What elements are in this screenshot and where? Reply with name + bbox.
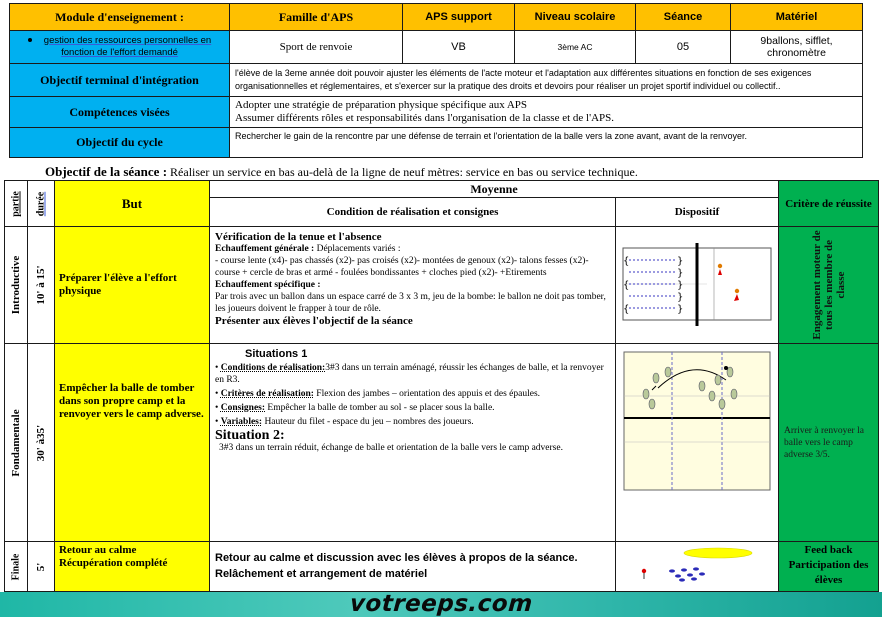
famille-header: Famille d'APS bbox=[230, 4, 403, 31]
condition-fondamentale: Situations 1 • Conditions de réalisation:3#3 dans un terrain aménagé, réussir les échanges de balle, et la renvoyer en R3. • Critères de réalisation: Flexion des jambes – orientation des appuis et des épaules. • Consignes: Empêcher la balle de tomber au sol - se placer sous la balle. • Variables: Hauteur du filet - espace du jeu – nombres des joueurs. Situation 2: 3#3 dans un terrain réduit, échange de balle et orientation de la balle vers le camp adverse. bbox=[210, 344, 616, 542]
table-row-introductive bbox=[5, 227, 879, 344]
svg-text:{: { bbox=[623, 279, 630, 291]
eg-line: - course lente (x4)- pas chassés (x2)- pas croisés (x2)- montées de genoux (x2)- talons fesses (x2)- course + cercle de bras et armé - foulées bondissantes + cloches pied (x2)- +Etirements bbox=[215, 256, 589, 278]
svg-text:}: } bbox=[677, 255, 684, 267]
conditions-text: 3#3 dans un terrain aménagé, réussir les échanges de balle, et la renvoyer en R3. bbox=[215, 363, 604, 385]
criteres-text: Flexion des jambes – orientation des appuis et des épaules. bbox=[313, 389, 541, 399]
svg-text:}: } bbox=[677, 267, 684, 279]
condition-header: Condition de réalisation et consignes bbox=[210, 198, 616, 227]
niveau-header: Niveau scolaire bbox=[515, 4, 636, 31]
duree-fondamentale: 30' à35' bbox=[28, 344, 55, 542]
critere-fondamentale: Arriver à renvoyer la balle vers le camp adverse 3/5. bbox=[779, 344, 879, 542]
situation-2-title: Situation 2: bbox=[215, 428, 285, 443]
table-row-finale bbox=[5, 542, 879, 592]
objectif-seance-label: Objectif de la séance : bbox=[45, 164, 168, 179]
module-header: Module d'enseignement : bbox=[10, 4, 230, 31]
bullet-icon bbox=[28, 38, 32, 42]
critere-finale: Feed back Participation des élèves bbox=[779, 542, 879, 592]
objectif-terminal-label: Objectif terminal d'intégration bbox=[10, 64, 230, 97]
partie-header: partie bbox=[5, 181, 28, 227]
variables-label: Variables: bbox=[220, 417, 263, 427]
objectif-seance-text: Réaliser un service en bas au-delà de la ligne de neuf mètres: service en bas ou service technique. bbox=[170, 165, 638, 179]
intro-title: Vérification de la tenue et l'absence bbox=[215, 231, 382, 243]
match-court-diagram bbox=[622, 350, 772, 492]
svg-text:{: { bbox=[623, 255, 630, 267]
consignes-text: Empêcher la balle de tomber au sol - se placer sous la balle. bbox=[265, 403, 495, 413]
but-finale bbox=[55, 542, 210, 592]
lesson-header-table bbox=[9, 3, 863, 158]
moyenne-header: Moyenne bbox=[210, 181, 779, 198]
condition-finale bbox=[210, 542, 616, 592]
conditions-label: Conditions de réalisation: bbox=[220, 363, 326, 373]
competences-label: Compétences visées bbox=[10, 97, 230, 128]
finale-line-1: Retour au calme et discussion avec les élèves à propos de la séance. bbox=[215, 552, 578, 564]
dispositif-header: Dispositif bbox=[616, 198, 779, 227]
duree-header: durée bbox=[28, 181, 55, 227]
but-finale-line-1: Retour au calme bbox=[59, 544, 137, 556]
dispositif-introductive bbox=[616, 227, 779, 344]
footer-banner bbox=[0, 592, 882, 617]
session-table bbox=[4, 180, 879, 592]
seance-value: 05 bbox=[636, 31, 731, 64]
critere-header: Critère de réussite bbox=[779, 181, 879, 227]
condition-introductive bbox=[210, 227, 616, 344]
dispositif-fondamentale bbox=[616, 344, 779, 542]
table-row-fondamentale bbox=[5, 344, 879, 542]
es-text: Par trois avec un ballon dans un espace carré de 3 x 3 m, jeu de la bombe: le ballon ne doit pas tomber, les joueurs doivent le frapper à tour de rôle. bbox=[215, 292, 606, 314]
materiel-value: 9ballons, sifflet, chronomètre bbox=[731, 31, 863, 64]
materiel-header: Matériel bbox=[731, 4, 863, 31]
dispositif-finale bbox=[616, 542, 779, 592]
eg-label: Echauffement générale : bbox=[215, 244, 315, 254]
situation-1-title: Situations 1 bbox=[245, 348, 308, 360]
competences-line-1: Adopter une stratégie de préparation physique spécifique aux APS bbox=[235, 99, 528, 111]
competences-text bbox=[230, 97, 863, 128]
variables-text: Hauteur du filet - espace du jeu – nombres des joueurs. bbox=[262, 417, 474, 427]
eg-text: Déplacements variés : bbox=[314, 244, 401, 254]
objectif-cycle-text: Rechercher le gain de la rencontre par une défense de terrain et l'orientation de la balle vers la zone avant, avant de la renvoyer. bbox=[230, 128, 863, 158]
objectif-cycle-label: Objectif du cycle bbox=[10, 128, 230, 158]
svg-text:{: { bbox=[623, 303, 630, 315]
criteres-label: Critères de réalisation: bbox=[220, 389, 314, 399]
partie-introductive: Introductive bbox=[5, 227, 28, 344]
objectif-seance bbox=[45, 164, 638, 180]
duree-introductive: 10' à 15' bbox=[28, 227, 55, 344]
footer-brand: votreeps.com bbox=[348, 591, 534, 617]
famille-value: Sport de renvoie bbox=[230, 31, 403, 64]
but-introductive: Préparer l'élève a l'effort physique bbox=[55, 227, 210, 344]
svg-text:}: } bbox=[677, 279, 684, 291]
svg-text:}: } bbox=[677, 303, 684, 315]
es-label: Echauffement spécifique : bbox=[215, 280, 321, 290]
critere-introductive: Engagement moteur de tous les membre de classe bbox=[779, 227, 879, 344]
aps-header: APS support bbox=[403, 4, 515, 31]
partie-fondamentale: Fondamentale bbox=[5, 344, 28, 542]
present-objectif: Présenter aux élèves l'objectif de la séance bbox=[215, 315, 413, 327]
warmup-court-diagram bbox=[617, 238, 777, 333]
objectif-terminal-text: l'élève de la 3eme année doit pouvoir ajuster les éléments de l'acte moteur et l'adaptation aux différentes situations en fonction de ses exigences organisationnelles et réglementaires, et s'exercer sur la pratique des droits et devoirs pour réaliser un projet sportif individuel ou collectif.. bbox=[230, 64, 863, 97]
situation-2-text: 3#3 dans un terrain réduit, échange de balle et orientation de la balle vers le camp adverse. bbox=[219, 443, 563, 453]
svg-text:}: } bbox=[677, 291, 684, 303]
module-value: gestion des ressources personnelles en fonction de l'effort demandé bbox=[43, 35, 212, 58]
finale-line-2: Relâchement et arrangement de matériel bbox=[215, 568, 428, 580]
consignes-label: Consignes: bbox=[220, 403, 266, 413]
niveau-value: 3ème AC bbox=[515, 31, 636, 64]
duree-finale: 5' bbox=[28, 542, 55, 592]
seance-header: Séance bbox=[636, 4, 731, 31]
aps-value: VB bbox=[403, 31, 515, 64]
competences-line-2: Assumer différents rôles et responsabilités dans l'organisation de la classe et de l'APS. bbox=[235, 112, 615, 124]
but-header: But bbox=[55, 181, 210, 227]
cooldown-diagram bbox=[622, 547, 772, 587]
but-finale-line-2: Récupération complété bbox=[59, 557, 168, 569]
but-fondamentale: Empêcher la balle de tomber dans son propre camp et la renvoyer vers le camp adverse. bbox=[55, 344, 210, 542]
partie-finale: Finale bbox=[5, 542, 28, 592]
module-value-cell bbox=[10, 31, 230, 64]
